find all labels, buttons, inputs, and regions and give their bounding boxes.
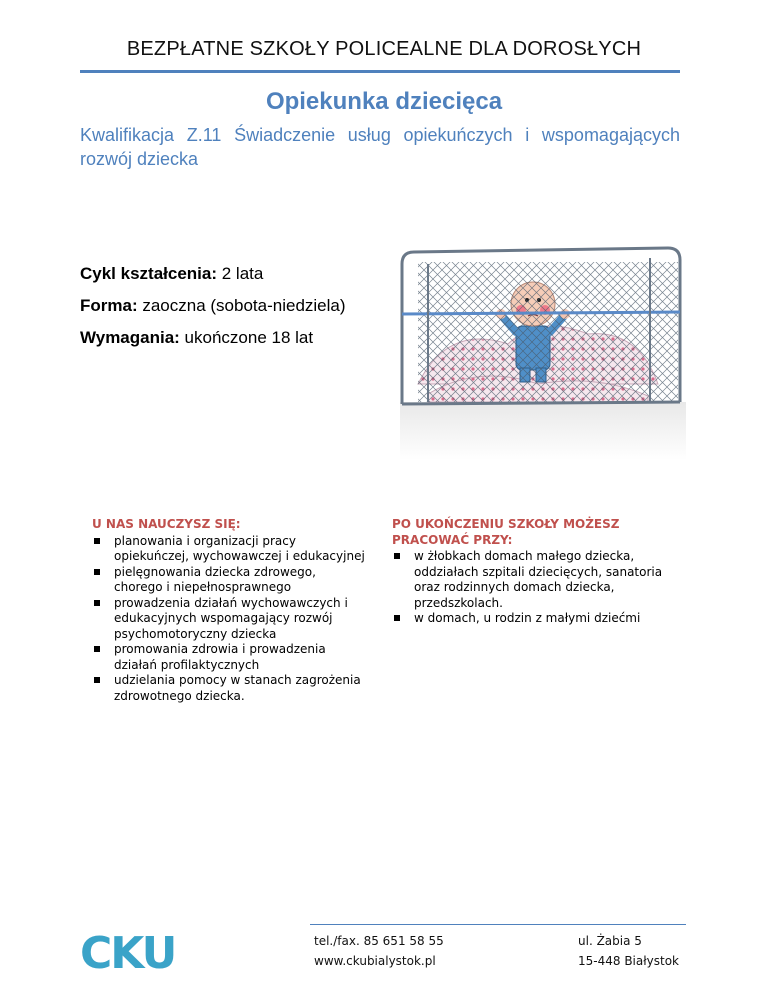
footer-contact [314,931,444,971]
info-value: zaoczna (sobota-niedziela) [137,296,346,315]
list-item: planowania i organizacji pracy opiekuńczej, wychowawczej i edukacyjnej [92,534,368,565]
work-list [392,549,668,627]
list-item: prowadzenia działań wychowawczych i edukacyjnych wspomagający rozwój psychomotoryczny dziecka [92,596,368,643]
learn-heading: U NAS NAUCZYSZ SIĘ: [92,517,241,531]
header-divider [80,70,680,73]
info-label: Cykl kształcenia: [80,264,218,283]
info-row-requirements [80,322,400,354]
logo-text: CKU [80,928,176,974]
info-label: Forma: [80,296,138,315]
work-heading: PO UKOŃCZENIU SZKOŁY MOŻESZ PRACOWAĆ PRZY: [392,517,620,547]
list-item: promowania zdrowia i prowadzenia działań profilaktycznych [92,642,368,673]
header-title: BEZPŁATNE SZKOŁY POLICEALNE DLA DOROSŁYCH [126,38,642,60]
list-item: pielęgnowania dziecka zdrowego, chorego i niepełnosprawnego [92,565,368,596]
footer-website[interactable]: www.ckubialystok.pl [314,954,436,968]
subtitle-line-2: rozwój dziecka [80,149,199,169]
learn-list [92,534,368,705]
list-item: udzielania pomocy w stanach zagrożenia zdrowotnego dziecka. [92,673,368,704]
info-row-form [80,290,400,322]
learn-section [92,517,368,704]
info-value: 2 lata [217,264,264,283]
footer-city: 15-448 Białystok [578,954,679,968]
subtitle-line-1: Kwalifikacja Z.11 Świadczenie usług opiekuńczych i wspomagających [80,125,680,145]
info-label: Wymagania: [80,328,180,347]
footer-address [578,931,679,971]
footer-phone: tel./fax. 85 651 58 55 [314,934,444,948]
list-item: w domach, u rodzin z małymi dziećmi [392,611,668,627]
list-item: w żłobkach domach małego dziecka, oddziałach szpitali dziecięcych, sanatoria oraz rodzinnych domach dziecka, przedszkolach. [392,549,668,611]
info-row-cycle [80,258,400,290]
work-section [392,517,668,627]
footer-street: ul. Żabia 5 [578,934,642,948]
footer-divider [310,924,686,925]
qualification-subtitle [80,123,680,171]
baby-in-playpen-illustration [388,234,688,460]
info-value: ukończone 18 lat [179,328,314,347]
course-info [80,258,400,354]
page-title: Opiekunka dziecięca [265,88,503,115]
cku-logo [80,928,184,974]
